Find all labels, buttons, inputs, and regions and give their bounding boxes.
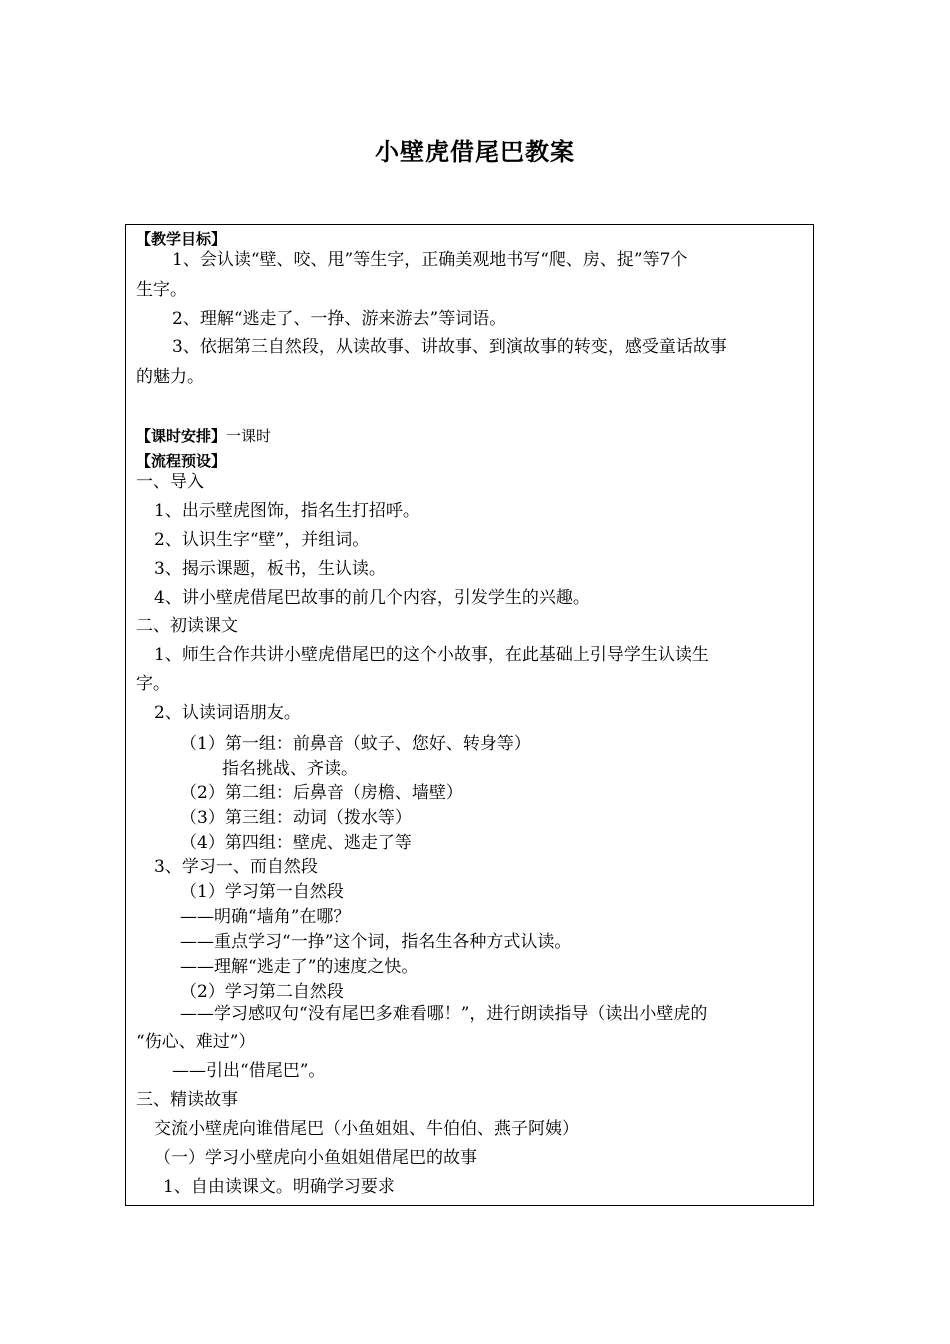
goal-3-line-1: 3、依据第三自然段，从读故事、讲故事、到演故事的转变，感受童话故事: [172, 337, 727, 357]
section-2-heading: 二、初读课文: [136, 616, 238, 636]
word-group-3: （3）第三组：动词（拨水等）: [180, 808, 412, 828]
section-1-item-1: 1、出示壁虎图饰，指名生打招呼。: [154, 501, 420, 521]
paragraph-2-point-2: ——引出“借尾巴”。: [172, 1061, 326, 1081]
goal-1-line-2: 生字。: [136, 280, 187, 300]
paragraph-2-heading: （2）学习第二自然段: [180, 982, 344, 1002]
schedule-row: [136, 426, 271, 446]
paragraph-1-point-3: ——理解“逃走了”的速度之快。: [180, 957, 419, 977]
section-1-heading: 一、导入: [136, 472, 204, 492]
section-1-item-3: 3、揭示课题，板书，生认读。: [154, 559, 386, 579]
paragraph-1-heading: （1）学习第一自然段: [180, 882, 344, 902]
schedule-value: 一课时: [226, 427, 272, 445]
section-2-item-1-line-1: 1、师生合作共讲小壁虎借尾巴的这个小故事，在此基础上引导学生认读生: [154, 645, 709, 665]
section-2-item-2: 2、认读词语朋友。: [154, 703, 301, 723]
section-1-item-2: 2、认识生字“壁”，并组词。: [154, 530, 370, 550]
paragraph-2-point-1-line-1: ——学习感叹句“没有尾巴多难看哪！”，进行朗读指导（读出小壁虎的: [180, 1004, 708, 1024]
section-2-item-1-line-2: 字。: [136, 674, 170, 694]
word-group-4: （4）第四组：壁虎、逃走了等: [180, 833, 412, 853]
document-title: 小壁虎借尾巴教案: [375, 138, 575, 166]
section-2-item-3: 3、学习一、而自然段: [154, 857, 318, 877]
section-3-intro: 交流小壁虎向谁借尾巴（小鱼姐姐、牛伯伯、燕子阿姨）: [154, 1119, 579, 1139]
goal-2: 2、理解“逃走了、一挣、游来游去”等词语。: [172, 309, 507, 329]
goals-heading: 【教学目标】: [136, 230, 227, 248]
word-group-1-note: 指名挑战、齐读。: [222, 759, 358, 779]
word-group-1: （1）第一组：前鼻音（蚊子、您好、转身等）: [180, 734, 531, 754]
paragraph-1-point-1: ——明确“墙角”在哪？: [180, 907, 351, 927]
paragraph-2-point-1-line-2: “伤心、难过”）: [136, 1032, 256, 1052]
section-3-part-1-item-1: 1、自由读课文。明确学习要求: [163, 1177, 395, 1197]
flow-heading: 【流程预设】: [136, 452, 227, 470]
schedule-heading: 【课时安排】: [136, 427, 227, 445]
word-group-2: （2）第二组：后鼻音（房檐、墙壁）: [180, 783, 463, 803]
goal-1-line-1: 1、会认读“壁、咬、甩”等生字，正确美观地书写“爬、房、捉”等7个: [172, 250, 688, 270]
goal-3-line-2: 的魅力。: [136, 367, 204, 387]
paragraph-1-point-2: ——重点学习“一挣”这个词，指名生各种方式认读。: [180, 932, 572, 952]
section-1-item-4: 4、讲小壁虎借尾巴故事的前几个内容，引发学生的兴趣。: [154, 588, 590, 608]
section-3-part-1: （一）学习小壁虎向小鱼姐姐借尾巴的故事: [154, 1148, 477, 1168]
section-3-heading: 三、精读故事: [136, 1090, 238, 1110]
